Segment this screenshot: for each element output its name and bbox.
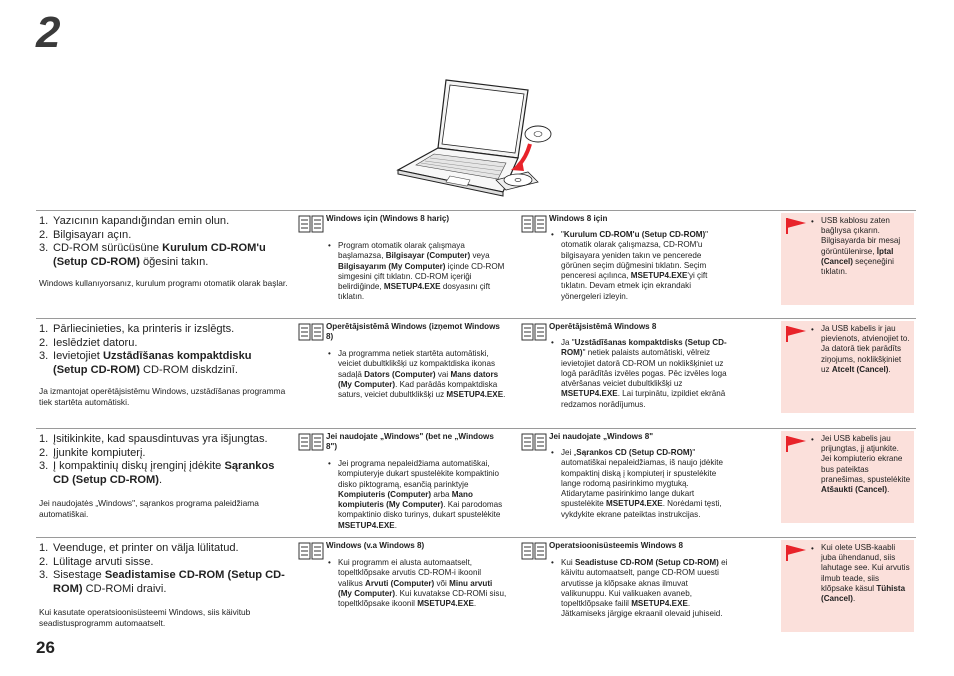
steps-list — [39, 323, 289, 377]
caution-box — [781, 431, 914, 523]
step-item: 3. Sisestage Seadistamise CD-ROM (Setup CD-ROM) CD-ROMi draivi. — [39, 569, 285, 595]
bullet-icon: • — [811, 435, 814, 444]
col-body: Jei „Sąrankos CD (Setup CD-ROM)" automatiškai nepaleidžiamas, iš naujo įdėkite kompaktinį diską į kompiuterį ir spustelėkite lange rodomą pasirinkimo mygtuką. Atidarytame pasirinkimo lange dukart spustelėkite MSETUP4.EXE. Norėdami tęsti, vykdykite ekrane pateiktas instrukcijas. — [561, 448, 723, 519]
col-body: Jei programa nepaleidžiama automatiškai, kompiuteryje dukart spustelėkite kompaktinio disko piktogramą, esančią parinktyje Kompiuteris (Computer) arba Mano kompiuteris (My Computer). Kai parodomas kompaktinio disko turinys, dukart spustelėkite MSETUP4.EXE. — [338, 459, 503, 530]
book-icon — [521, 215, 547, 233]
step-item: 1. Veenduge, et printer on välja lülitatud. — [39, 542, 239, 554]
col-heading: Jei naudojate „Windows 8" — [549, 432, 654, 441]
caution-box — [781, 540, 914, 632]
step-item: 1. Įsitikinkite, kad spausdintuvas yra išjungtas. — [39, 433, 268, 445]
step-item: 3. Į kompaktinių diskų įrenginį įdėkite Sąrankos CD (Setup CD-ROM). — [39, 460, 275, 486]
instruction-section-latvian — [36, 318, 916, 415]
col-heading: Windows (v.a Windows 8) — [326, 541, 425, 550]
book-icon — [298, 215, 324, 233]
col-heading: Operatsioonisüsteemis Windows 8 — [549, 541, 683, 550]
book-icon — [521, 323, 547, 341]
bullet-icon: • — [551, 448, 554, 457]
book-icon — [521, 542, 547, 560]
steps-list — [39, 215, 289, 269]
warning-flag-icon — [785, 435, 807, 453]
bullet-icon: • — [551, 230, 554, 239]
instruction-section-turkish — [36, 210, 916, 307]
col-heading: Operētājsistēmā Windows (izņemot Windows 8) — [326, 322, 500, 341]
col-body: Ja "Uzstādīšanas kompaktdisks (Setup CD-ROM)" netiek palaists automātiski, vēlreiz ievietojiet datorā CD-ROM un noklikšķiniet uz logā parādītās izvēles pogas. Pēc izvēles loga atvēršanas veiciet dubultklikšķi uz MSETUP4.EXE. Lai turpinātu, izpildiet ekrānā redzamos norādījumus. — [561, 338, 727, 409]
col-body: Kui Seadistuse CD-ROM (Setup CD-ROM) ei käivitu automaatselt, pange CD-ROM uuesti arvutisse ja klõpsake aknas ilmuvat valikunuppu. Kui valikuaken avaneb, topeltklõpsake failil MSETUP4.EXE. Jätkamiseks järgige ekraanil olevaid juhiseid. — [561, 558, 728, 619]
step-item: 3. CD-ROM sürücüsüne Kurulum CD-ROM'u (Setup CD-ROM) öğesini takın. — [39, 242, 266, 268]
col-body: Kui programm ei alusta automaatselt, topeltklõpsake arvutis CD-ROM-i ikoonil valikus Arvuti (Computer) või Minu arvuti (My Computer). Kui kuvatakse CD-ROMi sisu, topeltklõpsake ikoonil MSETUP4.EXE. — [338, 558, 507, 609]
instruction-section-estonian — [36, 537, 916, 634]
book-icon — [298, 433, 324, 451]
step-item: 2. Ieslēdziet datoru. — [39, 336, 138, 349]
col-body: Program otomatik olarak çalışmaya başlamazsa, Bilgisayar (Computer) veya Bilgisayarım (My Computer) içinde CD-ROM simgesini çift tıklatın. CD-ROM içeriği belirdiğinde, MSETUP4.EXE dosyasını çift tıklatın. — [338, 241, 505, 302]
book-icon — [298, 542, 324, 560]
step-item: 2. Lülitage arvuti sisse. — [39, 555, 154, 568]
bullet-icon: • — [328, 558, 331, 567]
bullet-icon: • — [811, 217, 814, 226]
warning-flag-icon — [785, 325, 807, 343]
bullet-icon: • — [811, 544, 814, 553]
step-item: 3. Ievietojiet Uzstādīšanas kompaktdisku (Setup CD-ROM) CD-ROM diskdzinī. — [39, 350, 252, 376]
bullet-icon: • — [328, 459, 331, 468]
step-number: 2 — [36, 8, 60, 57]
step-item: 1. Yazıcının kapandığından emin olun. — [39, 215, 230, 227]
step-item: 2. Įjunkite kompiuterį. — [39, 446, 146, 459]
page-number: 26 — [36, 638, 55, 657]
warning-flag-icon — [785, 544, 807, 562]
caution-box — [781, 213, 914, 305]
auto-start-note: Windows kullanıyorsanız, kurulum programı otomatik olarak başlar. — [39, 278, 288, 288]
caution-text: Jei USB kabelis jau prijungtas, jį atjunkite. Jei kompiuterio ekrane bus pateiktas pranešimas, spustelėkite Atšaukti (Cancel). — [821, 434, 911, 495]
bullet-icon: • — [328, 241, 331, 250]
caution-text: USB kablosu zaten bağlıysa çıkarın. Bilgisayarda bir mesaj görüntülenirse, İptal (Cancel) seçeneğini tıklatın. — [821, 216, 901, 277]
instruction-section-lithuanian — [36, 428, 916, 530]
auto-start-note: Ja izmantojat operētājsistēmu Windows, uzstādīšanas programma tiek startēta automātiski. — [39, 386, 286, 407]
auto-start-note: Jei naudojatės „Windows", sąrankos programa paleidžiama automatiškai. — [39, 498, 259, 519]
bullet-icon: • — [551, 338, 554, 347]
caution-text: Ja USB kabelis ir jau pievienots, atvienojiet to. Ja datorā tiek parādīts ziņojums, noklikšķiniet uz Atcelt (Cancel). — [821, 324, 910, 374]
steps-list — [39, 433, 289, 487]
book-icon — [298, 323, 324, 341]
col-body: "Kurulum CD-ROM'u (Setup CD-ROM)" otomatik olarak çalışmazsa, CD-ROM'u bilgisayara yeniden takın ve pencerede görünen seçim düğmesini tıklatın. Seçim penceresi açılınca, MSETUP4.EXE'yi çift tıklatın. Devam etmek için ekrandaki yönergeleri izleyin. — [561, 230, 709, 301]
step-item: 1. Pārliecinieties, ka printeris ir izslēgts. — [39, 323, 235, 335]
laptop-cd-illustration — [378, 72, 578, 202]
caution-box — [781, 321, 914, 413]
auto-start-note: Kui kasutate operatsioonisüsteemi Windows, siis käivitub seadistusprogramm automaatselt. — [39, 607, 251, 628]
bullet-icon: • — [551, 558, 554, 567]
col-heading: Windows 8 için — [549, 214, 608, 223]
col-heading: Jei naudojate „Windows" (bet ne „Windows 8") — [326, 432, 494, 451]
col-heading: Windows için (Windows 8 hariç) — [326, 214, 450, 223]
bullet-icon: • — [328, 349, 331, 358]
bullet-icon: • — [811, 325, 814, 334]
step-item: 2. Bilgisayarı açın. — [39, 228, 132, 241]
steps-list — [39, 542, 289, 596]
col-body: Ja programma netiek startēta automātiski, veiciet dubultklikšķi uz kompaktdiska ikonas sadaļā Dators (Computer) vai Mans dators (My Computer). Kad parādās kompaktdiska saturs, veiciet dubultklikšķi uz MSETUP4.EXE. — [338, 349, 506, 400]
col-heading: Operētājsistēmā Windows 8 — [549, 322, 657, 331]
book-icon — [521, 433, 547, 451]
caution-text: Kui olete USB-kaabli juba ühendanud, siis lahutage see. Kui arvutis ilmub teade, siis klõpsake käsul Tühista (Cancel). — [821, 543, 910, 604]
warning-flag-icon — [785, 217, 807, 235]
